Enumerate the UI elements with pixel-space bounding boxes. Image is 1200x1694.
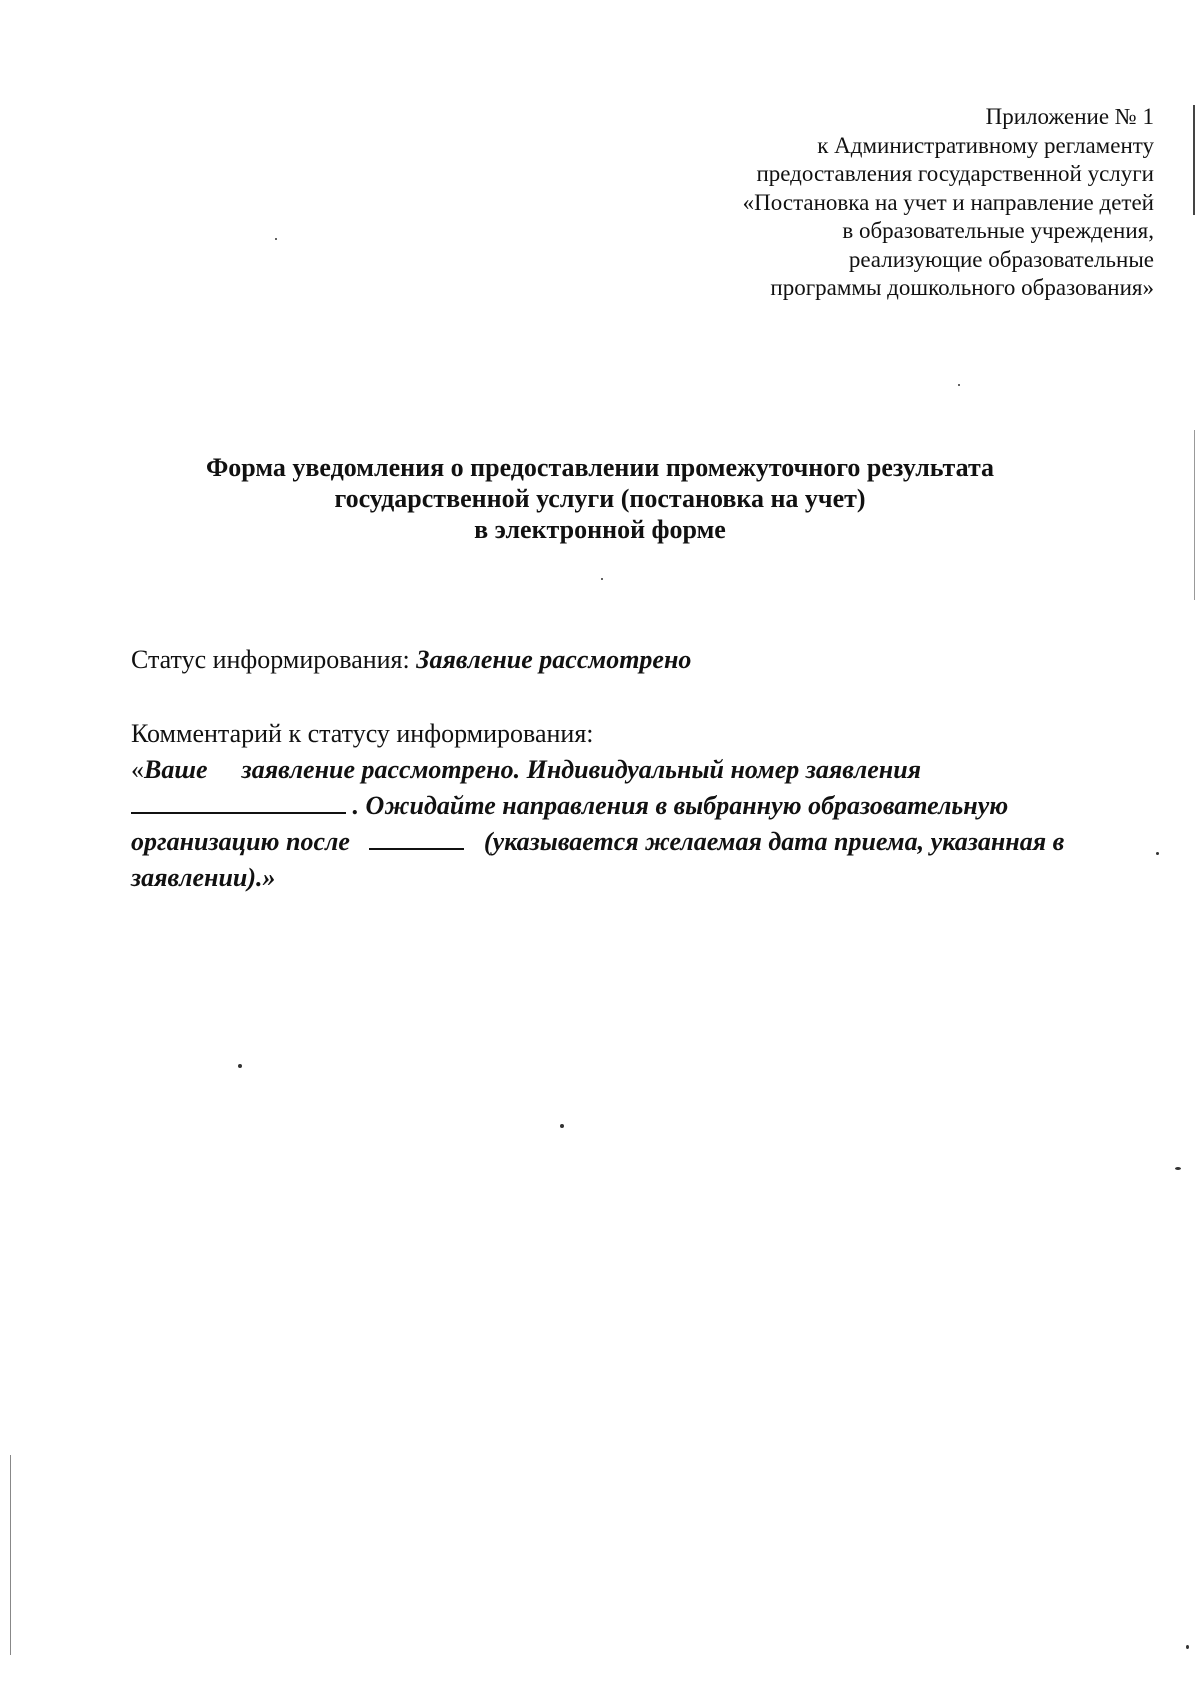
appendix-line: Приложение № 1 <box>985 104 1154 129</box>
appendix-line: в образовательные учреждения, <box>842 218 1154 243</box>
scan-edge-line <box>10 1455 11 1655</box>
status-row <box>131 644 691 676</box>
scan-speck <box>238 1064 242 1068</box>
comment-line-2 <box>131 788 1141 824</box>
open-quote: « <box>131 755 144 784</box>
comment-text-part: заявление рассмотрено. Индивидуальный номер заявления <box>241 755 922 784</box>
scan-speck <box>601 578 603 580</box>
scan-speck <box>1175 1167 1181 1170</box>
comment-line-1 <box>131 752 1141 788</box>
scan-speck <box>275 238 277 240</box>
comment-text-part: . Ожидайте направления в выбранную образовательную <box>352 791 1009 820</box>
appendix-line: реализующие образовательные <box>848 246 1154 272</box>
appendix-line: «Постановка на учет и направление детей <box>742 189 1154 215</box>
scan-speck <box>560 1124 564 1128</box>
title-line: Форма уведомления о предоставлении промежуточного результата <box>205 453 995 482</box>
scan-edge-line <box>1194 430 1195 600</box>
scan-speck <box>1156 852 1159 855</box>
document-title <box>0 452 1200 545</box>
status-value: Заявление рассмотрено <box>416 645 692 674</box>
scan-speck <box>1186 1645 1189 1649</box>
appendix-header <box>534 103 1154 303</box>
title-line: в электронной форме <box>474 515 726 544</box>
appendix-line: программы дошкольного образования» <box>770 275 1154 300</box>
comment-text-part: (указывается желаемая дата приема, указанная в <box>483 827 1065 856</box>
comment-line-4 <box>131 860 1141 896</box>
status-label: Статус информирования: <box>131 645 410 674</box>
title-line: государственной услуги (постановка на учет) <box>334 484 866 513</box>
date-blank <box>369 824 464 850</box>
comment-label: Комментарий к статусу информирования: <box>131 719 594 748</box>
comment-line-3 <box>131 824 1141 860</box>
scan-speck <box>958 384 960 386</box>
application-number-blank <box>131 788 346 814</box>
comment-text-part: организацию после <box>131 827 350 856</box>
comment-text-part: Ваше <box>144 755 208 784</box>
comment-text <box>131 752 1141 896</box>
comment-text-part: заявлении).» <box>131 863 276 892</box>
appendix-line: к Административному регламенту <box>817 132 1154 158</box>
scan-edge-line <box>1193 105 1195 215</box>
appendix-line: предоставления государственной услуги <box>756 161 1154 186</box>
